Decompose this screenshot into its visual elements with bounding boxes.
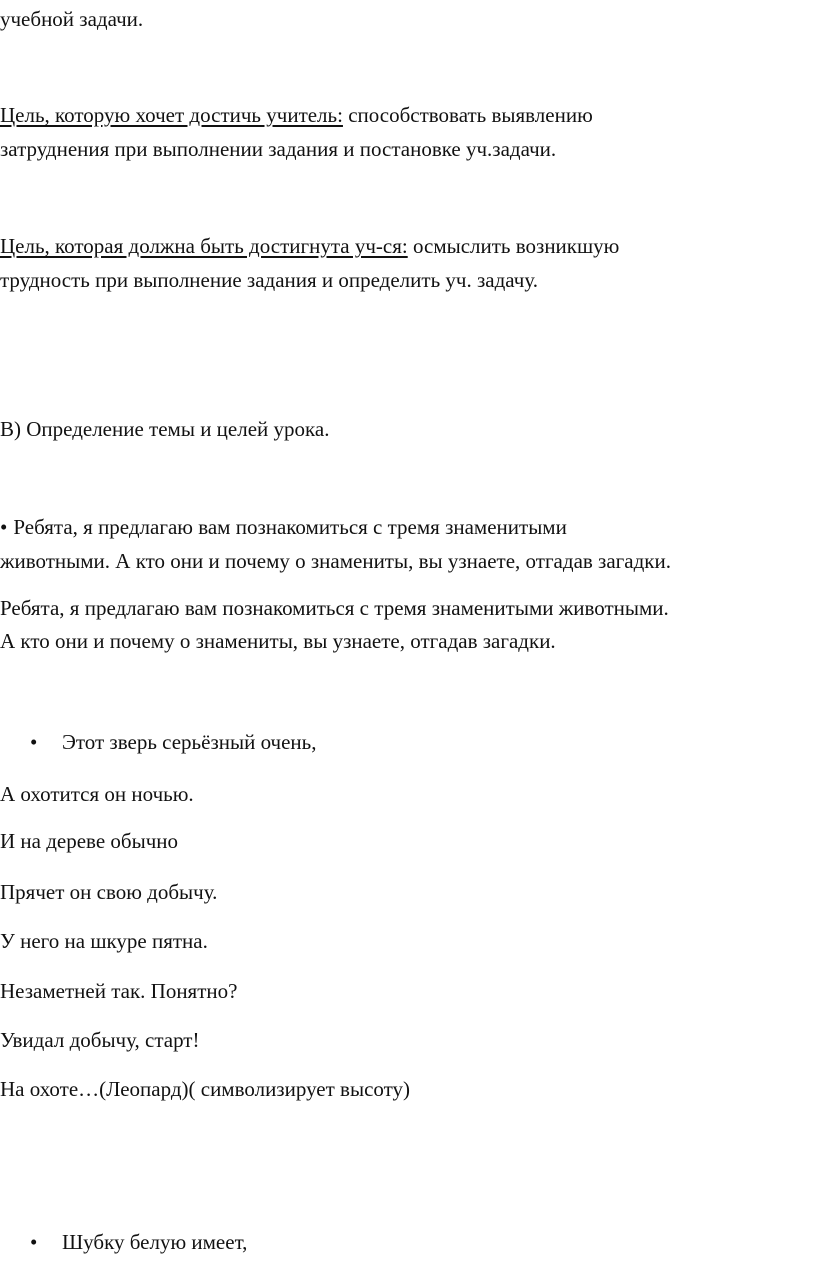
student-goal-label: Цель, которая должна быть достигнута уч-ся:: [0, 234, 408, 258]
riddle1-line: Увидал добычу, старт!: [0, 1028, 200, 1052]
riddle2-first-text: Шубку белую имеет,: [62, 1230, 248, 1254]
intro-repeat-line-1: Ребята, я предлагаю вам познакомиться с тремя знаменитыми животными.: [0, 596, 669, 620]
teacher-goal-text: способствовать выявлению: [342, 103, 593, 127]
riddle1-line: Прячет он свою добычу.: [0, 880, 218, 904]
section-heading: В) Определение темы и целей урока.: [0, 417, 330, 441]
teacher-goal-label: Цель, которую хочет достичь учитель:: [0, 103, 343, 127]
bullet-icon: •: [0, 515, 8, 539]
teacher-goal-line-1: [0, 101, 593, 129]
intro-bullet-line-1: [0, 513, 567, 541]
riddle1-line: И на дереве обычно: [0, 829, 179, 853]
riddle1-line: Незаметней так. Понятно?: [0, 979, 238, 1003]
text-fragment: учебной задачи.: [0, 7, 144, 31]
intro-bullet-line-2: животными. А кто они и почему о знамениты, вы узнаете, отгадав загадки.: [0, 549, 671, 573]
intro-bullet-text: Ребята, я предлагаю вам познакомиться с тремя знаменитыми: [13, 515, 567, 539]
bullet-icon: •: [30, 730, 38, 754]
riddle1-line: А охотится он ночью.: [0, 782, 194, 806]
riddle1-line: У него на шкуре пятна.: [0, 929, 208, 953]
student-goal-text: осмыслить возникшую: [407, 234, 620, 258]
student-goal-line-1: [0, 232, 619, 260]
intro-repeat-line-2: А кто они и почему о знамениты, вы узнаете, отгадав загадки.: [0, 629, 556, 653]
riddle1-line: На охоте…(Леопард)( символизирует высоту): [0, 1077, 411, 1101]
student-goal-line-2: трудность при выполнение задания и определить уч. задачу.: [0, 268, 538, 292]
riddle1-first-text: Этот зверь серьёзный очень,: [62, 730, 317, 754]
riddle1-first-line: [30, 728, 316, 756]
bullet-icon: •: [30, 1230, 38, 1254]
riddle2-first-line: [30, 1228, 247, 1256]
teacher-goal-line-2: затруднения при выполнении задания и постановке уч.задачи.: [0, 137, 557, 161]
